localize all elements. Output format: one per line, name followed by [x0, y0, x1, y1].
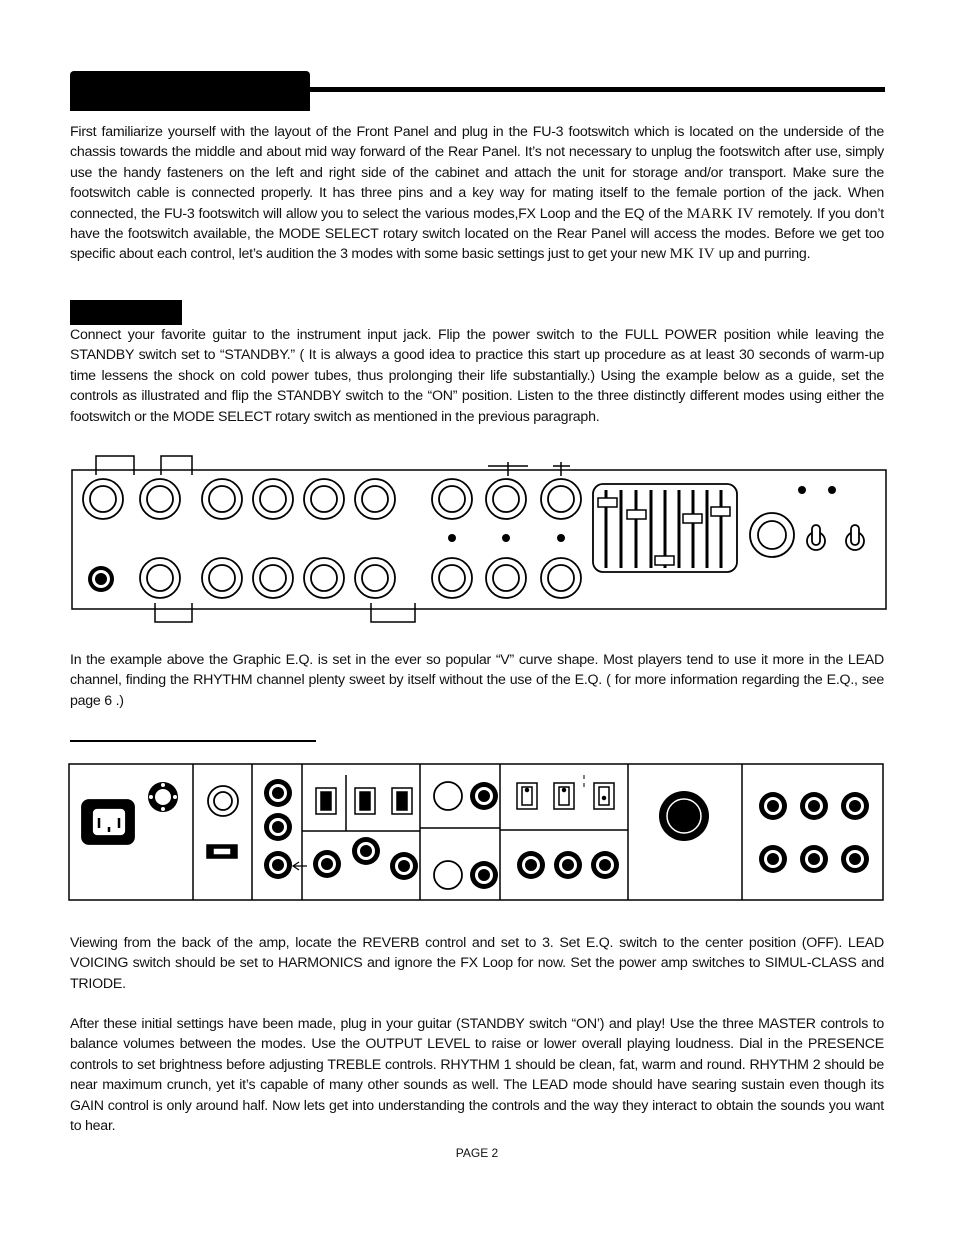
rear-panel-title-rule: [70, 740, 316, 742]
subsection-title-bar: [70, 300, 182, 325]
rear-rocker-switches: [316, 788, 412, 814]
rear-jacks-row-right-mid: [517, 851, 619, 879]
rear-knob-1: [208, 786, 238, 816]
section-title-bar: [70, 71, 310, 111]
output-knob: [750, 513, 794, 557]
graphic-eq: [593, 484, 737, 572]
page-number: PAGE 2: [455, 1146, 499, 1160]
rear-panel-diagram: [0, 755, 954, 905]
section-title-rule: [308, 87, 885, 92]
rear-settings-paragraph: Viewing from the back of the amp, locate the REVERB control and set to 3. Set E.Q. switch to the center position (OFF). LEAD VOICING switch should be set to HARMONICS and ignore the FX Loop for now. Set the power amp switches to SIMUL-CLASS and TRIODE.: [70, 935, 884, 992]
iec-power-inlet: [82, 800, 134, 844]
fx-loop-controls: [434, 782, 498, 889]
rear-slide-switch: [207, 845, 237, 858]
brand-mk-iv: MK IV: [669, 246, 715, 263]
rear-mini-switches: [517, 775, 614, 809]
mode-select-rotary: [659, 791, 709, 841]
front-toggle-switches: [807, 525, 864, 550]
front-knob-row-top: [83, 479, 581, 519]
eq-paragraph: In the example above the Graphic E.Q. is set in the ever so popular “V” curve shape. Most players tend to use it more in the LEAD channel, finding the RHYTHM channel plenty sweet by itself without the use of the E.Q. ( for more information regarding the E.Q., see page 6 .): [70, 652, 884, 709]
rear-jacks-row-mid: [313, 837, 418, 880]
front-input-jack: [88, 566, 114, 592]
front-panel-outline: [72, 470, 886, 609]
front-panel-diagram: [0, 448, 954, 628]
intro-paragraph: First familiarize yourself with the layout of the Front Panel and plug in the FU-3 footswitch which is located on the underside of the chassis towards the middle and about mid way forward of the Rear Panel. It’s not necessary to unplug the footswitch after use, simply use the handy fasteners on the left and right side of the cabinet and attach the unit for storage and/or transport. Make sure the footswitch cable is connected properly. It has three pins and a key way for mating itself to the female portion of the jack. When connected, the FU-3 footswitch will allow you to select the various modes,FX Loop and the EQ of the MARK IV remotely. If you don’t have the footswitch available, the MODE SELECT rotary switch located on the Rear Panel will access the modes. Before we get too specific about each control, let’s audition the 3 modes with some basic settings just to get your new MK IV up and purring.: [70, 124, 884, 263]
speaker-output-jacks: [759, 792, 869, 873]
rear-jacks-column: [264, 779, 307, 879]
fuse-holder: [148, 782, 178, 812]
play-paragraph: After these initial settings have been made, plug in your guitar (STANDBY switch “ON’) and play! Use the three MASTER controls to balance volumes between the modes. Use the OUTPUT LEVEL to raise or lower overall playing loudness. Dial in the PRESENCE controls to set brightness before adjusting TREBLE controls. RHYTHM 1 should be clean, fat, warm and round. RHYTHM 2 should be near maximum crunch, yet it’s capable of many other sounds as well. The LEAD mode should have searing sustain even though its GAIN control is only around half. Now lets get into understanding the controls and the way they interact to obtain the sounds you want to hear.: [70, 1016, 884, 1135]
brand-mark-iv: MARK IV: [686, 205, 754, 222]
startup-paragraph: Connect your favorite guitar to the instrument input jack. Flip the power switch to the FULL POWER position while leaving the STANDBY switch set to “STANDBY.” ( It is always a good idea to practice this start up procedure as at least 30 seconds of warm-up time lessens the shock on cold power tubes, thus prolonging their life substantially.) Using the example below as a guide, set the controls as illustrated and flip the STANDBY switch to the “ON” position. Listen to the three distinctly different modes using either the footswitch or the MODE SELECT rotary switch as mentioned in the previous paragraph.: [70, 327, 884, 425]
front-knob-row-bottom: [140, 558, 581, 598]
